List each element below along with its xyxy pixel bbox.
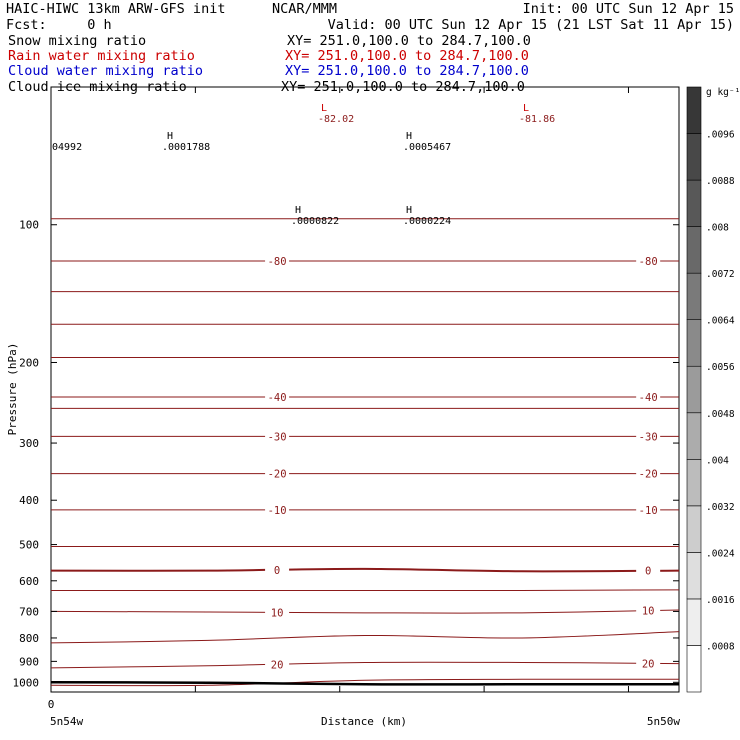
- y-tick-label: 700: [19, 605, 39, 619]
- colorbar-swatch: [687, 506, 701, 553]
- y-axis: [13, 219, 680, 690]
- x-axis-title: Distance (km): [320, 715, 408, 728]
- contour-label: -80: [267, 255, 287, 268]
- colorbar-label: .0032: [706, 501, 735, 513]
- contour-15: [51, 662, 679, 668]
- contour-label: 0: [273, 564, 281, 577]
- high-marker-2: H: [405, 131, 413, 142]
- low-value-2: -81.86: [519, 114, 556, 125]
- low-marker-2: L: [522, 103, 530, 114]
- colorbar-swatch: [687, 413, 701, 460]
- colorbar-swatch: [687, 87, 701, 134]
- x-tick-label: 0: [47, 698, 55, 711]
- colorbar: [687, 87, 735, 692]
- header-org: NCAR/MMM: [272, 1, 338, 17]
- contour-label: -80: [638, 255, 658, 268]
- field-snow-label: Snow mixing ratio: [8, 33, 147, 49]
- y-tick-label: 600: [19, 574, 39, 588]
- contour-label: -10: [267, 504, 287, 517]
- x-end-label: 5n50w: [646, 715, 680, 728]
- colorbar-swatch: [687, 599, 701, 646]
- y-tick-label: 200: [19, 356, 39, 370]
- header-forecast: Fcst: 0 h: [6, 17, 112, 33]
- high-marker-1: H: [166, 131, 174, 142]
- y-tick-label: 1000: [12, 676, 39, 690]
- high-value-3: .0000822: [291, 216, 340, 227]
- colorbar-unit: g kg⁻¹: [706, 87, 740, 98]
- high-value-2: .0005467: [403, 142, 452, 153]
- field-cloudwater-xy: XY= 251.0,100.0 to 284.7,100.0: [285, 63, 529, 79]
- contour-12: [51, 590, 679, 591]
- x-start-label: 5n54w: [50, 715, 84, 728]
- contour-label: -20: [638, 468, 658, 481]
- colorbar-label: .0016: [706, 594, 735, 606]
- field-cloudice-label: Cloud ice mixing ratio: [8, 79, 187, 95]
- colorbar-swatch: [687, 320, 701, 367]
- high-value-4: .0000224: [403, 216, 452, 227]
- colorbar-label: .008: [706, 222, 729, 234]
- header-valid: Valid: 00 UTC Sun 12 Apr 15 (21 LST Sat 11 Apr 15): [327, 17, 734, 33]
- contour-13: [51, 610, 679, 613]
- colorbar-label: .0048: [706, 408, 735, 420]
- contour-labels: [265, 255, 660, 671]
- colorbar-swatch: [687, 645, 701, 692]
- y-tick-label: 100: [19, 218, 39, 232]
- contour-label: -40: [267, 392, 287, 405]
- x-axis: [48, 87, 629, 711]
- contour-label: -40: [638, 392, 658, 405]
- contour-14: [51, 632, 679, 643]
- contour-label: -10: [638, 504, 658, 517]
- y-tick-label: 800: [19, 631, 39, 645]
- contour-11: [51, 569, 679, 572]
- contour-label: 20: [270, 659, 284, 672]
- high-marker-3: H: [294, 205, 302, 216]
- colorbar-label: .0096: [706, 129, 735, 141]
- contour-label: -20: [267, 468, 287, 481]
- low-value-1: -82.02: [318, 114, 355, 125]
- colorbar-label: .0072: [706, 269, 735, 281]
- contour-label: -30: [267, 431, 287, 444]
- contour-label: -30: [638, 431, 658, 444]
- field-snow-xy: XY= 251.0,100.0 to 284.7,100.0: [287, 33, 531, 49]
- colorbar-label: .0088: [706, 176, 735, 188]
- colorbar-swatch: [687, 552, 701, 599]
- colorbar-label: .0056: [706, 362, 735, 374]
- terrain-line: [51, 682, 679, 684]
- colorbar-label: .0008: [706, 641, 735, 653]
- y-tick-label: 400: [19, 494, 39, 508]
- contour-label: 10: [641, 605, 655, 618]
- y-axis-title: Pressure (hPa): [6, 342, 19, 436]
- plot-frame: [51, 87, 679, 692]
- field-cloudwater-label: Cloud water mixing ratio: [8, 63, 204, 79]
- high-value-1: .0001788: [162, 142, 211, 153]
- y-tick-label: 900: [19, 655, 39, 669]
- colorbar-swatch: [687, 134, 701, 181]
- colorbar-swatch: [687, 227, 701, 274]
- field-cloudice-xy: XY= 251.0,100.0 to 284.7,100.0: [281, 79, 525, 95]
- colorbar-swatch: [687, 273, 701, 320]
- contour-label: 10: [270, 607, 284, 620]
- y-tick-label: 500: [19, 538, 39, 552]
- edge-value: 04992: [52, 142, 83, 153]
- extrema-markers: [52, 103, 555, 227]
- field-rain-xy: XY= 251.0,100.0 to 284.7,100.0: [285, 48, 529, 64]
- contour-label: 20: [641, 658, 655, 671]
- y-tick-label: 300: [19, 437, 39, 451]
- colorbar-swatch: [687, 366, 701, 413]
- colorbar-swatch: [687, 180, 701, 227]
- header-title: HAIC-HIWC 13km ARW-GFS init: [6, 1, 226, 17]
- colorbar-label: .0064: [706, 315, 735, 327]
- field-rain-label: Rain water mixing ratio: [8, 48, 195, 64]
- temperature-contours: [51, 219, 679, 686]
- low-marker-1: L: [320, 103, 328, 114]
- high-marker-4: H: [405, 205, 413, 216]
- contour-label: 0: [644, 565, 652, 578]
- colorbar-label: .0024: [706, 548, 735, 560]
- colorbar-label: .004: [706, 455, 729, 467]
- header-init: Init: 00 UTC Sun 12 Apr 15: [522, 1, 734, 17]
- colorbar-swatch: [687, 459, 701, 506]
